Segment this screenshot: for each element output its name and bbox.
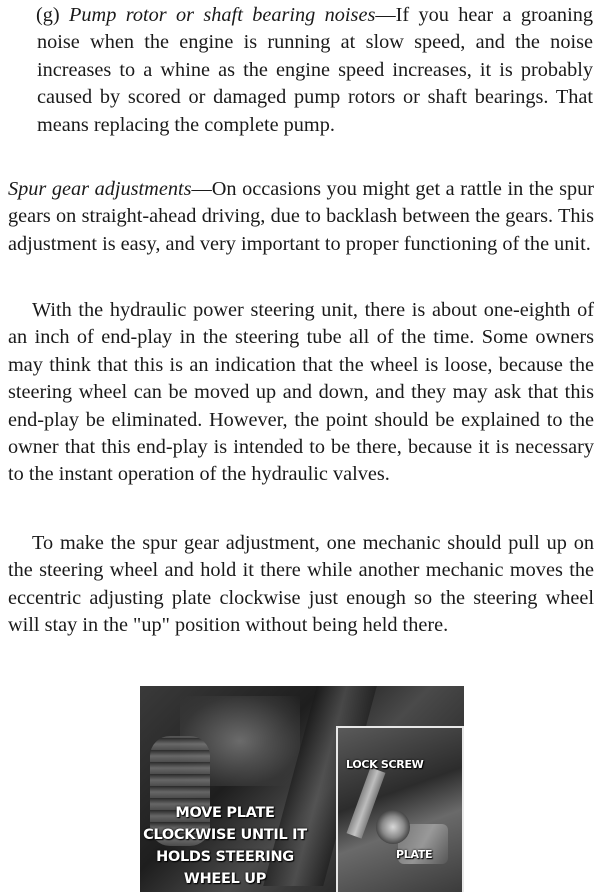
spur-gear-heading: Spur gear adjustments xyxy=(8,178,192,200)
spur-gear-body: On occasions you might get a rattle in the spur gears on straight-ahead driving, due to backlash between the gears. This adjustment is easy, and very important to proper functioning of the unit. xyxy=(8,178,595,255)
pump-noises-body: If you hear a groaning noise when the engine is running at slow speed, and the noise increases to a whine as the engine speed increases, it is probably caused by scored or damaged pump rotors or shaft bearings. That means replacing the complete pump. xyxy=(37,4,593,136)
plate-label: PLATE xyxy=(396,848,433,861)
paragraph-pump-noises xyxy=(37,2,593,139)
lock-screw-label: LOCK SCREW xyxy=(346,758,424,771)
photo-inset xyxy=(336,726,464,892)
pump-noises-heading: Pump rotor or shaft bearing noises xyxy=(69,4,376,26)
paragraph-adjustment-procedure: To make the spur gear adjustment, one mechanic should pull up on the steering wheel and hold it there while another mechanic moves the eccentric adjusting plate clockwise just enough so the steering wheel will stay in the "up" position without being held there. xyxy=(8,532,594,637)
heading-dash: — xyxy=(191,178,212,200)
inset-lock-screw xyxy=(376,810,410,844)
adjustment-photo xyxy=(140,686,464,892)
paragraph-spur-gear xyxy=(8,176,594,258)
photo-caption: MOVE PLATE CLOCKWISE UNTIL IT HOLDS STEERING WHEEL UP xyxy=(143,805,307,887)
item-label: (g) xyxy=(36,4,60,26)
heading-dash: — xyxy=(375,4,396,26)
paragraph-hydraulic-end-play: With the hydraulic power steering unit, there is about one-eighth of an inch of end-play in the steering tube all of the time. Some owners may think that this is an indication that the wheel is loose, because the steering wheel can be moved up and down, and they may ask that this end-play be eliminated. However, the point should be explained to the owner that this end-play is intended to be there, because it is necessary to the instant operation of the hydraulic valves. xyxy=(8,299,594,486)
